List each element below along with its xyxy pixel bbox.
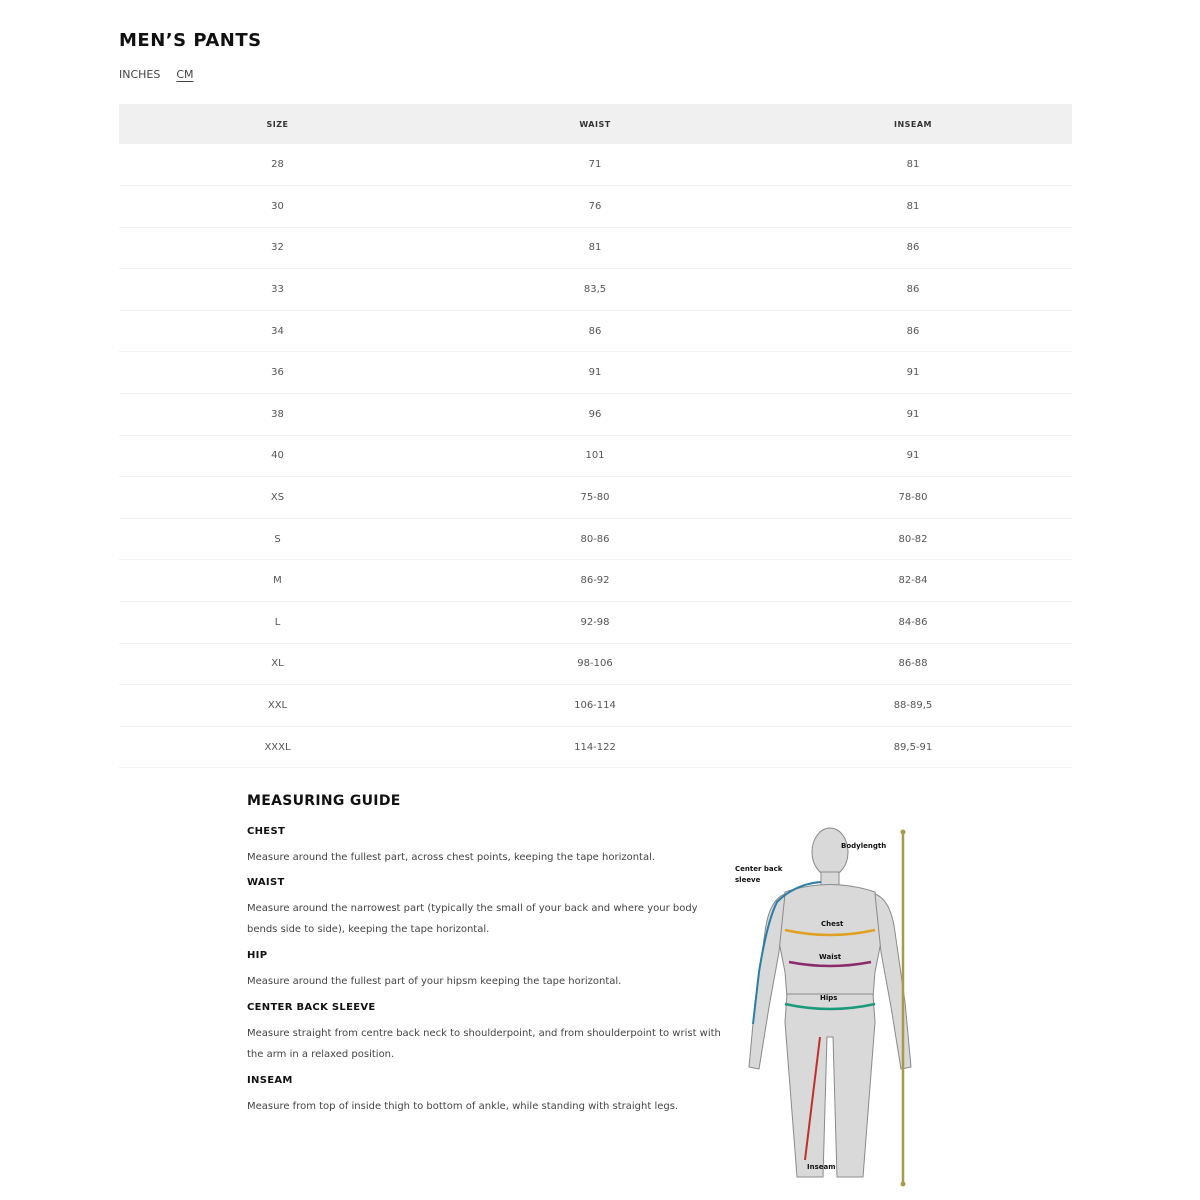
label-center-back-sleeve-2: sleeve [735, 876, 761, 884]
cell-size: S [119, 518, 436, 560]
guide-item-label: INSEAM [247, 1075, 293, 1086]
table-row [119, 435, 1072, 477]
cell-inseam: 82-84 [754, 560, 1072, 602]
guide-item [247, 1001, 727, 1065]
cell-inseam: 86 [754, 269, 1072, 311]
unit-tabs [119, 68, 194, 81]
table-row [119, 352, 1072, 394]
cell-waist: 106-114 [436, 685, 754, 727]
cell-inseam: 86-88 [754, 643, 1072, 685]
cell-size: 28 [119, 144, 436, 186]
guide-item-label: CHEST [247, 826, 286, 837]
table-row [119, 685, 1072, 727]
unit-tab-cm[interactable]: CM [176, 68, 194, 81]
table-row [119, 518, 1072, 560]
cell-waist: 80-86 [436, 518, 754, 560]
table-row [119, 602, 1072, 644]
guide-title: MEASURING GUIDE [247, 793, 401, 809]
table-body [119, 144, 1072, 768]
table-row [119, 186, 1072, 228]
cell-size: 30 [119, 186, 436, 228]
label-waist: Waist [819, 953, 842, 961]
cell-size: M [119, 560, 436, 602]
cell-waist: 86 [436, 310, 754, 352]
guide-item [247, 949, 727, 992]
body-diagram [725, 822, 935, 1187]
cell-inseam: 86 [754, 310, 1072, 352]
guide-item-text: Measure around the narrowest part (typically the small of your back and where your body bends side to side), keeping the tape horizontal. [247, 903, 698, 935]
cell-inseam: 80-82 [754, 518, 1072, 560]
cell-size: 38 [119, 394, 436, 436]
guide-item-label: HIP [247, 950, 268, 961]
guide-item-text: Measure from top of inside thigh to bottom of ankle, while standing with straight legs. [247, 1101, 679, 1112]
cell-size: L [119, 602, 436, 644]
label-hips: Hips [820, 994, 838, 1002]
cell-inseam: 91 [754, 394, 1072, 436]
cell-inseam: 81 [754, 144, 1072, 186]
measuring-guide [247, 793, 727, 1117]
table-row [119, 310, 1072, 352]
cell-waist: 71 [436, 144, 754, 186]
cell-inseam: 88-89,5 [754, 685, 1072, 727]
column-header-waist: WAIST [436, 104, 754, 144]
cell-waist: 98-106 [436, 643, 754, 685]
body-silhouette [749, 828, 911, 1177]
table-header-row [119, 104, 1072, 144]
label-inseam: Inseam [807, 1163, 836, 1171]
guide-item-text: Measure straight from centre back neck to shoulderpoint, and from shoulderpoint to wrist with the arm in a relaxed position. [247, 1028, 721, 1060]
cell-size: XXXL [119, 726, 436, 768]
cell-waist: 96 [436, 394, 754, 436]
size-table [119, 104, 1072, 768]
cell-waist: 83,5 [436, 269, 754, 311]
cell-waist: 92-98 [436, 602, 754, 644]
label-chest: Chest [821, 920, 844, 928]
cell-waist: 91 [436, 352, 754, 394]
cell-inseam: 84-86 [754, 602, 1072, 644]
cell-waist: 114-122 [436, 726, 754, 768]
column-header-inseam: INSEAM [754, 104, 1072, 144]
cell-inseam: 86 [754, 227, 1072, 269]
table-row [119, 560, 1072, 602]
cell-waist: 81 [436, 227, 754, 269]
body-measurement-figure [725, 822, 935, 1187]
page-title: MEN’S PANTS [119, 30, 262, 51]
cell-size: 34 [119, 310, 436, 352]
cell-inseam: 89,5-91 [754, 726, 1072, 768]
table-row [119, 394, 1072, 436]
cell-inseam: 81 [754, 186, 1072, 228]
guide-item-text: Measure around the fullest part of your hipsm keeping the tape horizontal. [247, 976, 622, 987]
cell-inseam: 91 [754, 352, 1072, 394]
cell-inseam: 91 [754, 435, 1072, 477]
table-row [119, 144, 1072, 186]
cell-size: XL [119, 643, 436, 685]
bodylength-endpoint [901, 830, 906, 835]
cell-waist: 101 [436, 435, 754, 477]
cell-waist: 86-92 [436, 560, 754, 602]
cell-inseam: 78-80 [754, 477, 1072, 519]
table-row [119, 477, 1072, 519]
guide-item [247, 1074, 727, 1117]
cell-waist: 75-80 [436, 477, 754, 519]
cell-size: 33 [119, 269, 436, 311]
column-header-size: SIZE [119, 104, 436, 144]
cell-size: XS [119, 477, 436, 519]
guide-item-text: Measure around the fullest part, across chest points, keeping the tape horizontal. [247, 852, 656, 863]
unit-tab-inches[interactable]: INCHES [119, 68, 161, 81]
guide-item-label: WAIST [247, 877, 285, 888]
label-bodylength: Bodylength [841, 842, 887, 850]
table-row [119, 726, 1072, 768]
label-center-back-sleeve-1: Center back [735, 865, 783, 873]
guide-items [247, 825, 727, 1117]
table-row [119, 227, 1072, 269]
bodylength-endpoint [901, 1182, 906, 1187]
guide-item-label: CENTER BACK SLEEVE [247, 1002, 376, 1013]
cell-size: 36 [119, 352, 436, 394]
cell-size: 40 [119, 435, 436, 477]
guide-item [247, 876, 727, 940]
cell-waist: 76 [436, 186, 754, 228]
guide-item [247, 825, 727, 868]
cell-size: XXL [119, 685, 436, 727]
cell-size: 32 [119, 227, 436, 269]
table-row [119, 643, 1072, 685]
table-row [119, 269, 1072, 311]
